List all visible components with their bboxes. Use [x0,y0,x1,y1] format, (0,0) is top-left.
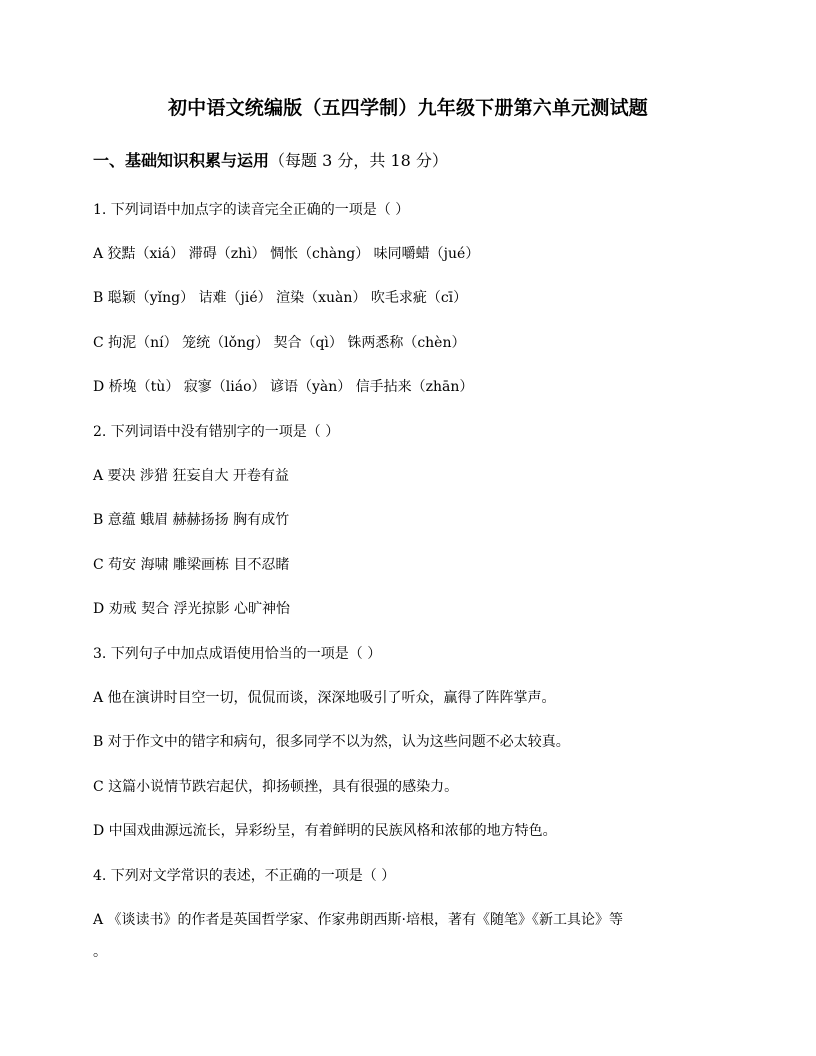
section-score-note: （每题 3 分，共 18 分） [269,151,448,170]
question-4-option-a: A 《谈读书》的作者是英国哲学家、作家弗朗西斯·培根，著有《随笔》《新工具论》等 [93,912,624,928]
section-heading-text: 一、基础知识积累与运用 [93,151,270,170]
question-2-option-d: D 劝戒 契合 浮光掠影 心旷神怡 [93,601,291,617]
question-2-stem: 2. 下列词语中没有错别字的一项是（ ） [93,424,340,440]
question-3-option-a: A 他在演讲时目空一切，侃侃而谈，深深地吸引了听众，赢得了阵阵掌声。 [93,690,556,706]
question-1-option-d: D 桥堍（tù） 寂寥（liáo） 谚语（yàn） 信手拈来（zhān） [93,379,474,395]
question-4-option-a-continuation: 。 [93,944,107,960]
question-3-option-d: D 中国戏曲源远流长，异彩纷呈，有着鲜明的民族风格和浓郁的地方特色。 [93,823,557,839]
section-heading [93,148,448,174]
question-4-stem: 4. 下列对文学常识的表述，不正确的一项是（ ） [93,868,396,884]
question-2-option-a: A 要决 涉猎 狂妄自大 开卷有益 [93,468,289,484]
question-1-option-b: B 聪颖（yǐng） 诘难（jié） 渲染（xuàn） 吹毛求疵（cī） [93,290,468,306]
question-1-option-a: A 狡黠（xiá） 滞碍（zhì） 惆怅（chàng） 味同嚼蜡（jué） [93,246,480,262]
question-3-stem: 3. 下列句子中加点成语使用恰当的一项是（ ） [93,646,382,662]
question-1-stem: 1. 下列词语中加点字的读音完全正确的一项是（ ） [93,202,410,218]
document-title: 初中语文统编版（五四学制）九年级下册第六单元测试题 [167,97,648,119]
question-2-option-c: C 苟安 海啸 雕梁画栋 目不忍睹 [93,557,290,573]
question-2-option-b: B 意蕴 蛾眉 赫赫扬扬 胸有成竹 [93,512,290,528]
question-1-option-c: C 拘泥（ní） 笼统（lǒng） 契合（qì） 铢两悉称（chèn） [93,335,466,351]
question-3-option-b: B 对于作文中的错字和病句，很多同学不以为然，认为这些问题不必太较真。 [93,734,570,750]
question-3-option-c: C 这篇小说情节跌宕起伏，抑扬顿挫，具有很强的感染力。 [93,779,459,795]
